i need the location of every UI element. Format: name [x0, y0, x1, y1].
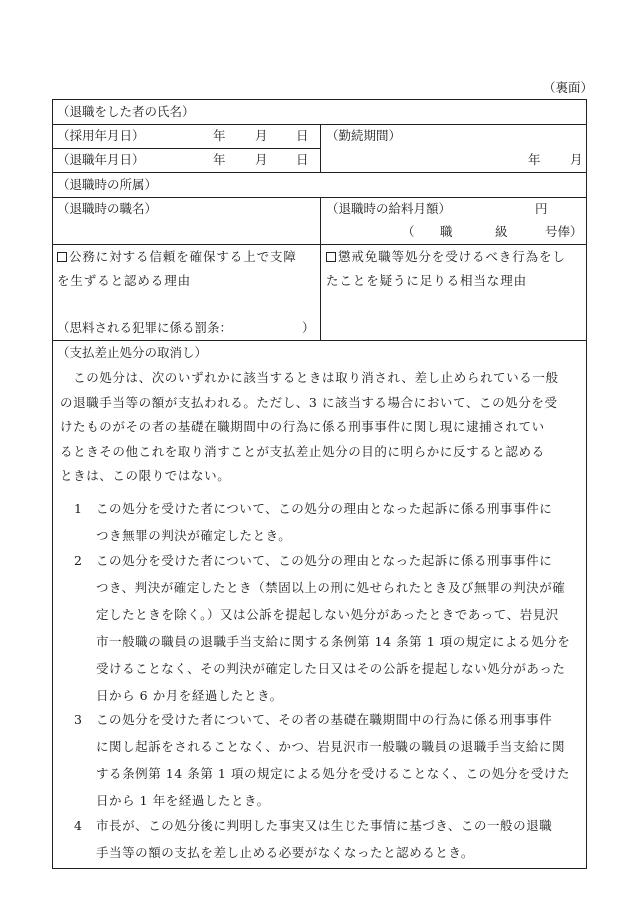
cancellation-intro — [60, 366, 585, 489]
item-line: 市長が、この処分後に判明した事実又は生じた事情に基づき、この一般の退職 — [96, 818, 553, 833]
retire-date-day: 日 — [296, 152, 309, 167]
cancellation-item-4 — [74, 812, 586, 866]
hire-date-year: 年 — [213, 128, 226, 143]
cancellation-heading: （支払差止処分の取消し） — [57, 345, 208, 360]
rule — [52, 148, 320, 149]
service-period-label: （勤続期間） — [326, 128, 402, 143]
rule — [320, 197, 321, 341]
item-line: つき、判決が確定したとき（禁固以上の刑に処せられたとき及び無罪の判決が確 — [96, 580, 566, 595]
grade-shoku: 職 — [440, 224, 453, 239]
item-line: この処分を受けた者について、この処分の理由となった起訴に係る刑事事件に — [96, 501, 553, 516]
item-number: 1 — [74, 501, 83, 516]
item-number: 2 — [74, 553, 83, 568]
intro-line: ときは、この限りではない。 — [60, 468, 231, 483]
penalty-close: ） — [302, 320, 315, 335]
rule — [52, 868, 587, 869]
rule — [320, 124, 321, 173]
name-label: （退職をした者の氏名） — [57, 104, 195, 119]
grade-kyu: 級 — [495, 224, 508, 239]
salary-unit: 円 — [535, 201, 548, 216]
intro-line: この処分は、次のいずれかに該当するときは取り消され、差し止められている一般 — [60, 370, 559, 385]
reason-left-line1: 公務に対する信頼を確保する上で支障 — [69, 249, 297, 264]
rule — [52, 99, 587, 100]
salary-label: （退職時の給料月額） — [326, 201, 452, 216]
page-side-label: （裏面） — [543, 80, 594, 95]
item-number: 4 — [74, 818, 83, 833]
reason-left-checkbox[interactable] — [57, 252, 67, 262]
grade-gou: 号俸） — [545, 224, 583, 239]
retire-date-label: （退職年月日） — [57, 152, 145, 167]
item-line: 定したときを除く。）又は公訴を提起しない処分があったときであって、岩見沢 — [96, 607, 559, 622]
penalty-label: （思料される犯罪に係る罰条： — [57, 320, 233, 335]
hire-date-day: 日 — [296, 128, 309, 143]
retire-date-year: 年 — [213, 152, 226, 167]
item-line: 市一般職の職員の退職手当支給に関する条例第 14 条第 1 項の規定による処分を — [96, 634, 571, 649]
reason-left — [57, 251, 297, 264]
cancellation-item-1 — [74, 495, 586, 549]
service-period-month: 月 — [570, 152, 583, 167]
intro-line: るときその他これを取り消すことが支払差止処分の目的に明らかに反すると認める — [60, 443, 545, 459]
retire-date-month: 月 — [255, 152, 268, 167]
item-line: 日から 6 か月を経過したとき。 — [96, 688, 283, 703]
reason-right-line1: 懲戒免職等処分を受けるべき行為をし — [338, 249, 566, 264]
cancellation-item-2 — [74, 547, 586, 709]
reason-right-checkbox[interactable] — [326, 252, 336, 262]
item-line: 受けることなく、その判決が確定した日又はその公訴を提起しない処分があった — [96, 661, 566, 676]
hire-date-month: 月 — [255, 128, 268, 143]
reason-right-line2: たことを疑うに足りる相当な理由 — [326, 273, 528, 288]
item-line: つき無罪の判決が確定したとき。 — [96, 528, 292, 543]
service-period-year: 年 — [528, 152, 541, 167]
intro-line: の退職手当等の額が支払われる。ただし、3 に該当する場合において、この処分を受 — [60, 394, 558, 410]
item-number: 3 — [74, 712, 83, 727]
item-line: する条例第 14 条第 1 項の規定による処分を受けることなく、この処分を受けた — [96, 766, 571, 781]
rule — [52, 99, 53, 869]
item-line: に関し起訴をされることなく、かつ、岩見沢市一般職の職員の退職手当支給に関 — [96, 739, 566, 754]
reason-right — [326, 251, 566, 264]
item-line: 手当等の額の支払を差し止める必要がなくなったと認めるとき。 — [96, 845, 474, 860]
reason-left-line2: を生ずると認める理由 — [57, 273, 192, 288]
item-line: この処分を受けた者について、この処分の理由となった起訴に係る刑事事件に — [96, 553, 553, 568]
item-line: 日から 1 年を経過したとき。 — [96, 793, 270, 808]
rule — [586, 99, 587, 869]
department-label: （退職時の所属） — [57, 177, 158, 192]
cancellation-item-3 — [74, 706, 586, 814]
hire-date-label: （採用年月日） — [57, 128, 145, 143]
item-line: この処分を受けた者について、その者の基礎在職期間中の行為に係る刑事事件 — [96, 712, 553, 727]
position-label: （退職時の職名） — [57, 201, 158, 216]
intro-line: けたものがその者の基礎在職期間中の行為に係る刑事事件に関し現に逮捕されてい — [60, 419, 545, 434]
grade-open: （ — [402, 224, 415, 239]
